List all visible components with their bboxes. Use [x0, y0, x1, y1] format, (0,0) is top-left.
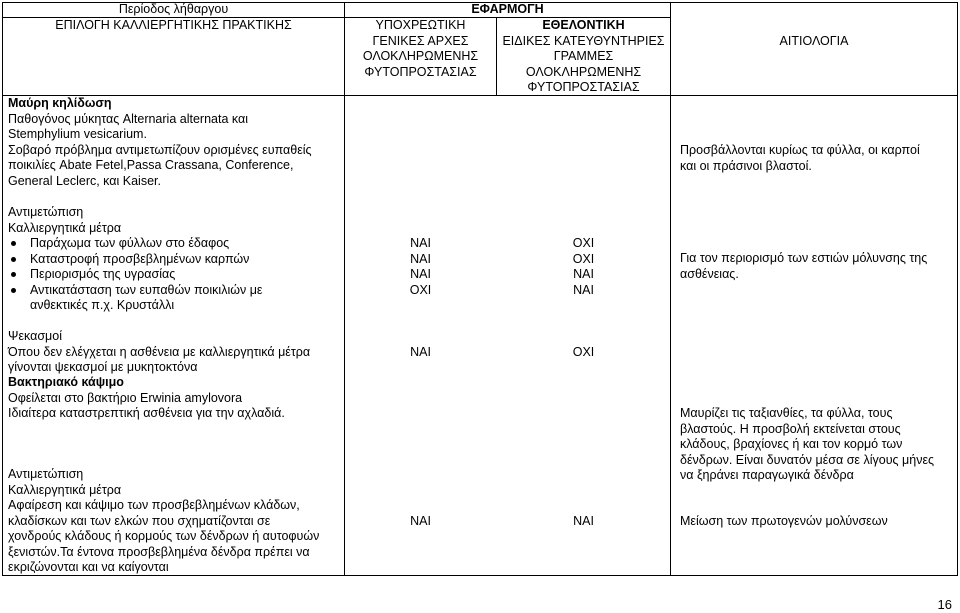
column-divider-2 [670, 2, 671, 576]
mandatory-value-2: ΝΑΙ [410, 251, 431, 266]
measure-item-4-continued: ανθεκτικές π.χ. Κρυστάλλι [30, 298, 175, 312]
voluntary-value-3: ΝΑΙ [573, 267, 594, 281]
mandatory-sub-3: ΦΥΤΟΠΡΟΣΤΑΣΙΑΣ [364, 64, 477, 79]
voluntary-sub-2: ΓΡΑΜΜΕΣ [553, 49, 614, 63]
fire-blight-description [8, 375, 338, 422]
black-spot-reason [680, 143, 952, 174]
voluntary-sub-3: ΟΛΟΚΛΗΡΩΜΕΝΗΣ [525, 64, 642, 79]
measure-item-2: Καταστροφή προσβεβλημένων καρπών [8, 252, 338, 268]
black-spot-line-2: Stemphylium vesicarium. [8, 127, 147, 141]
sprays-block [8, 329, 338, 376]
mandatory-sub-2: ΟΛΟΚΛΗΡΩΜΕΝΗΣ [362, 49, 479, 63]
mandatory-value-1: ΝΑΙ [410, 236, 431, 250]
cultural-measures-voluntary [497, 236, 670, 298]
fire-blight-measure-line-1: Αφαίρεση και κάψιμο των προσβεβλημένων κλάδων, [8, 498, 300, 512]
table-border-right [957, 2, 958, 576]
voluntary-sub-1: ΕΙΔΙΚΕΣ ΚΑΤΕΥΘΥΝΤΗΡΙΕΣ [502, 33, 665, 48]
voluntary-value-4: ΝΑΙ [573, 282, 594, 297]
fire-blight-title: Βακτηριακό κάψιμο [8, 375, 124, 389]
page-number: 16 [937, 597, 952, 612]
table-border-left [2, 2, 3, 576]
black-spot-description [8, 96, 338, 189]
sprays-line-2: γίνονται ψεκασμοί με μυκητοκτόνα [8, 360, 198, 374]
justification-header: ΑΙΤΙΟΛΟΓΙΑ [779, 34, 849, 48]
fire-blight-measure-line-5: εκριζώνονται και να καίγονται [8, 560, 169, 574]
sprays-heading: Ψεκασμοί [8, 329, 62, 343]
voluntary-value-2: ΟΧΙ [572, 251, 595, 266]
mandatory-sub-1: ΓΕΝΙΚΕΣ ΑΡΧΕΣ [372, 33, 469, 48]
application-header: ΕΦΑΡΜΟΓΗ [471, 2, 544, 16]
mandatory-title: ΥΠΟΧΡΕΩΤΙΚΗ [375, 18, 466, 32]
voluntary-header [497, 18, 670, 96]
black-spot-line-1: Παθογόνος μύκητας Alternaria alternata και [8, 111, 248, 126]
fire-blight-reason-line-5: να ξηράνει παραγωγικά δένδρα [680, 468, 854, 482]
fire-blight-line-1: Οφείλεται στο βακτήριο Erwinia amylovora [8, 390, 243, 405]
fire-blight-reason-line-3: κλάδους, βραχίονες ή και τον κορμό των [680, 437, 903, 451]
measure-item-1: Παράχωμα των φύλλων στο έδαφος [8, 236, 338, 252]
voluntary-sub-4: ΦΥΤΟΠΡΟΣΤΑΣΙΑΣ [527, 80, 640, 94]
fire-blight-measures-block [8, 467, 338, 576]
sprays-voluntary: ΟΧΙ [572, 345, 595, 359]
fire-blight-measure-line-2: κλαδίσκων και των ελκών που σχηματίζονται σε [8, 513, 271, 528]
cultural-measures-reason [680, 251, 952, 282]
voluntary-value-1: ΟΧΙ [572, 236, 595, 250]
sprays-mandatory: ΝΑΙ [410, 345, 431, 359]
measure-item-4: Αντικατάσταση των ευπαθών ποικιλιών με [8, 283, 338, 299]
period-label: Περίοδος λήθαργου [118, 2, 229, 16]
fire-blight-reason-line-2: βλαστούς. Η προσβολή εκτείνεται στους [680, 421, 901, 436]
selection-header: ΕΠΙΛΟΓΗ ΚΑΛΛΙΕΡΓΗΤΙΚΗΣ ΠΡΑΚΤΙΚΗΣ [55, 18, 292, 32]
fire-blight-treatment-heading: Αντιμετώπιση [8, 467, 84, 481]
cultural-measures-block [8, 205, 338, 314]
fire-blight-reason-line-4: δένδρων. Είναι δυνατόν μέσα σε λίγους μήνες [680, 452, 935, 467]
treatment-heading: Αντιμετώπιση [8, 205, 84, 219]
fire-blight-measures-voluntary: ΝΑΙ [573, 514, 594, 528]
measure-item-3: Περιορισμός της υγρασίας [8, 267, 338, 283]
mandatory-value-4: ΟΧΙ [409, 282, 432, 297]
fire-blight-line-2: Ιδιαίτερα καταστρεπτική ασθένεια για την αχλαδιά. [8, 406, 285, 420]
black-spot-title: Μαύρη κηλίδωση [8, 96, 112, 110]
fire-blight-measures-mandatory: ΝΑΙ [410, 514, 431, 528]
fire-blight-reason [680, 406, 952, 484]
fire-blight-measure-line-4: ξενιστών.Τα έντονα προσβεβλημένα δένδρα πρέπει να [8, 544, 310, 559]
black-spot-reason-line-2: και οι πράσινοι βλαστοί. [680, 158, 812, 173]
black-spot-line-5: General Leclerc, και Kaiser. [8, 173, 161, 188]
cultural-measures-list [8, 236, 338, 298]
voluntary-title: ΕΘΕΛΟΝΤΙΚΗ [542, 18, 625, 32]
cultural-reason-line-1: Για τον περιορισμό των εστιών μόλυνσης της [680, 251, 928, 265]
cultural-measures-mandatory [345, 236, 496, 298]
mandatory-header [345, 18, 496, 80]
black-spot-line-3: Σοβαρό πρόβλημα αντιμετωπίζουν ορισμένες ευπαθείς [8, 142, 312, 157]
sprays-line-1: Όπου δεν ελέγχεται η ασθένεια με καλλιεργητικά μέτρα [8, 344, 311, 359]
black-spot-line-4: ποικιλίες Abate Fetel,Passa Crassana, Conference, [8, 158, 294, 172]
black-spot-reason-line-1: Προσβάλλονται κυρίως τα φύλλα, οι καρποί [680, 143, 920, 157]
fire-blight-cultural-heading: Καλλιεργητικά μέτρα [8, 482, 122, 497]
fire-blight-measures-reason: Μείωση των πρωτογενών μολύνσεων [680, 514, 888, 528]
fire-blight-measure-line-3: χονδρούς κλάδους ή κορμούς των δένδρων ή αυτοφυών [8, 529, 320, 543]
fire-blight-reason-line-1: Μαυρίζει τις ταξιανθίες, τα φύλλα, τους [680, 406, 893, 420]
cultural-measures-heading: Καλλιεργητικά μέτρα [8, 220, 122, 235]
cultural-reason-line-2: ασθένειας. [680, 266, 739, 281]
mandatory-value-3: ΝΑΙ [410, 267, 431, 281]
